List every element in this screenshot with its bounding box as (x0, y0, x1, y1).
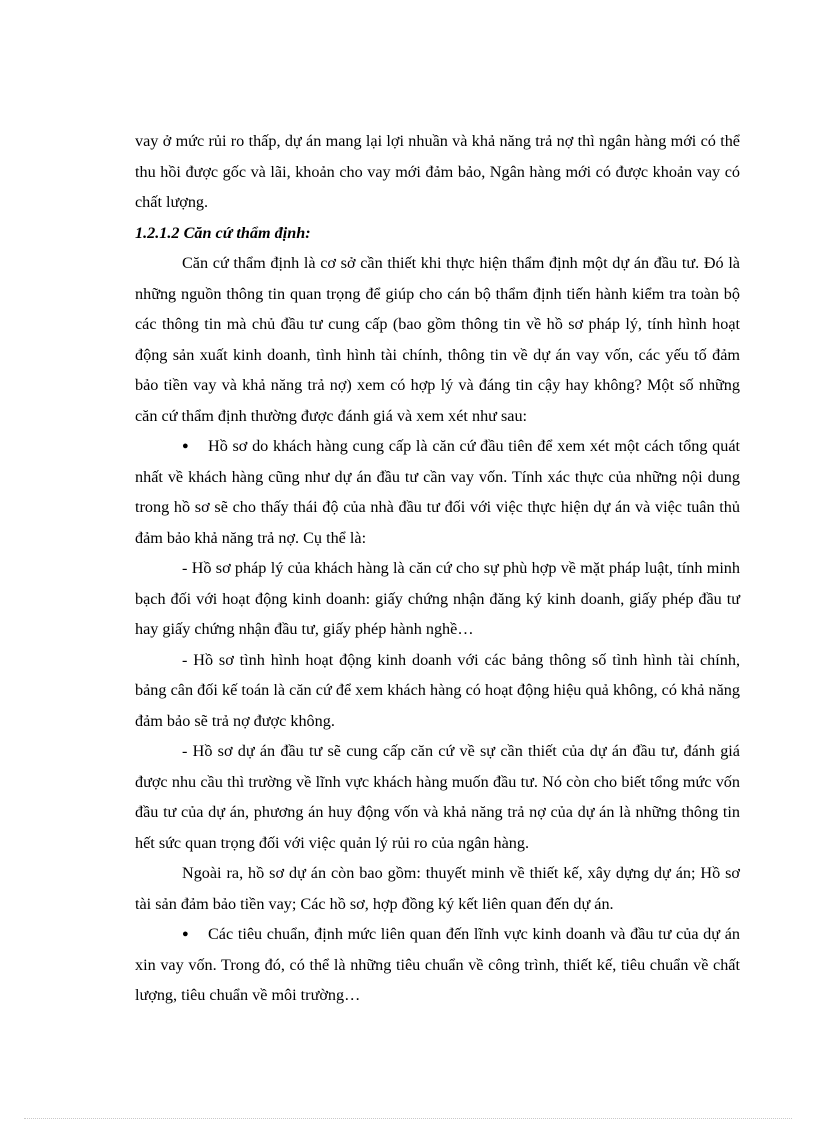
dash-item-project: - Hồ sơ dự án đầu tư sẽ cung cấp căn cứ về sự cần thiết của dự án đầu tư, đánh giá được nhu cầu thì trường về lĩnh vực khách hàng muốn đầu tư. Nó còn cho biết tổng mức vốn đầu tư của dự án, phương án huy động vốn và khả năng trả nợ của dự án là những thông tin hết sức quan trọng đối với việc quản lý rủi ro của ngân hàng. (135, 742, 740, 852)
bullet-item-standards (135, 919, 740, 1011)
paragraph-besides: Ngoài ra, hồ sơ dự án còn bao gồm: thuyết minh về thiết kế, xây dựng dự án; Hồ sơ tài sản đảm bảo tiền vay; Các hồ sơ, hợp đồng ký kết liên quan đến dự án. (135, 864, 740, 913)
paragraph-basis: Căn cứ thẩm định là cơ sở cần thiết khi thực hiện thẩm định một dự án đầu tư. Đó là những nguồn thông tin quan trọng để giúp cho cán bộ thẩm định tiến hành kiểm tra toàn bộ các thông tin mà chủ đầu tư cung cấp (bao gồm thông tin về hồ sơ pháp lý, tính hình hoạt động sản xuất kinh doanh, tình hình tài chính, thông tin về dự án vay vốn, các yếu tố đảm bảo tiền vay và khả năng trả nợ) xem có hợp lý và đáng tin cậy hay không? Một số những căn cứ thẩm định thường được đánh giá và xem xét như sau: (135, 254, 740, 425)
document-page (135, 126, 740, 1011)
bullet-text: Các tiêu chuẩn, định mức liên quan đến lĩnh vực kinh doanh và đầu tư của dự án xin vay vốn. Trong đó, có thể là những tiêu chuẩn về công trình, thiết kế, tiêu chuẩn về chất lượng, tiêu chuẩn về môi trường… (135, 925, 740, 1004)
bullet-text: Hồ sơ do khách hàng cung cấp là căn cứ đầu tiên để xem xét một cách tổng quát nhất về khách hàng cũng như dự án đầu tư cần vay vốn. Tính xác thực của những nội dung trong hồ sơ sẽ cho thấy thái độ của nhà đầu tư đối với việc thực hiện dự án và việc tuân thủ đảm bảo khả năng trả nợ. Cụ thể là: (135, 437, 740, 547)
dash-item-business: - Hồ sơ tình hình hoạt động kinh doanh với các bảng thông số tình hình tài chính, bảng cân đối kế toán là căn cứ để xem khách hàng có hoạt động hiệu quả không, có khả năng đảm bảo sẽ trả nợ được không. (135, 650, 740, 730)
bullet-icon: ● (182, 928, 189, 940)
bullet-item-documents (135, 431, 740, 553)
dash-item-legal: - Hồ sơ pháp lý của khách hàng là căn cứ cho sự phù hợp về mặt pháp luật, tính minh bạch đối với hoạt động kinh doanh: giấy chứng nhận đăng ký kinh doanh, giấy phép đầu tư hay giấy chứng nhận đầu tư, giấy phép hành nghề… (135, 559, 740, 638)
section-heading: 1.2.1.2 Căn cứ thẩm định: (135, 223, 311, 242)
page-bottom-rule (24, 1118, 792, 1119)
paragraph-intro: vay ở mức rủi ro thấp, dự án mang lại lợi nhuần và khả năng trả nợ thì ngân hàng mới có thể thu hồi được gốc và lãi, khoản cho vay mới đảm bảo, Ngân hàng mới có được khoản vay có chất lượng. (135, 132, 740, 211)
bullet-icon: ● (182, 440, 189, 452)
